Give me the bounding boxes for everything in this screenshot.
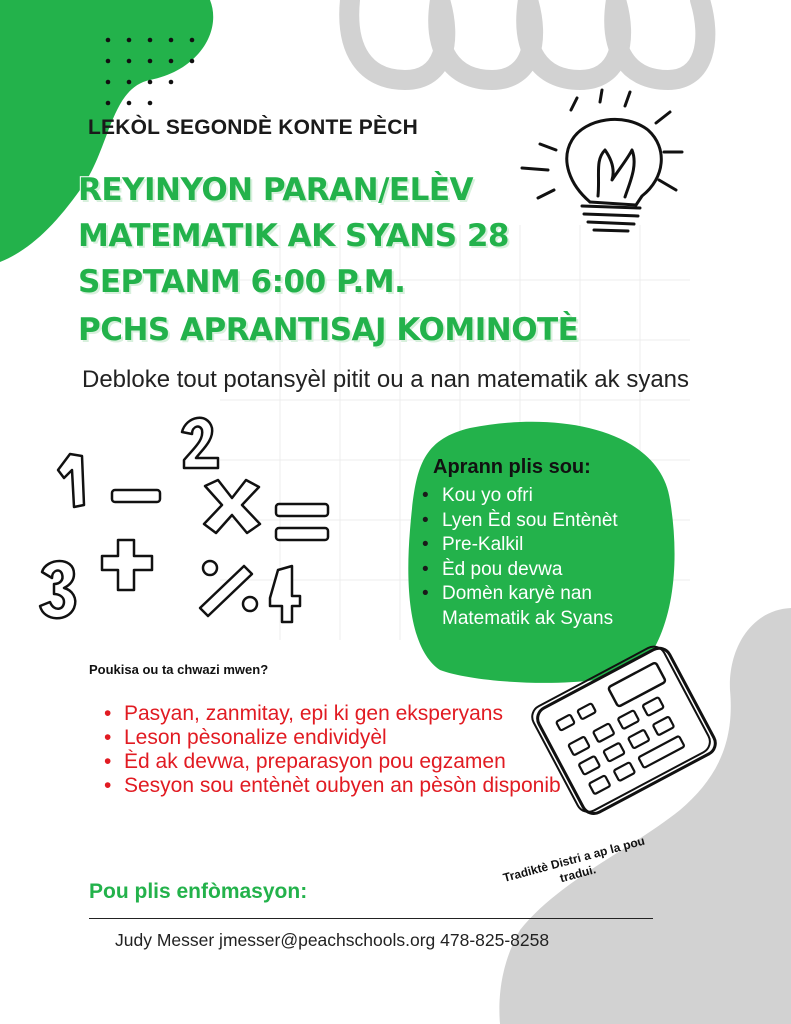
why-choose-item: • Leson pèsonalize endividyèl [104, 726, 584, 750]
learn-more-item: • Domèn karyè nan Matematik ak Syans [420, 582, 657, 631]
more-info-title: Pou plis enfòmasyon: [89, 880, 308, 903]
tagline: Debloke tout potansyèl pitit ou a nan matematik ak syans [82, 366, 690, 393]
learn-more-item: • Pre-Kalkil [420, 533, 657, 558]
why-choose-item: • Sesyon sou entènèt oubyen an pèsòn disponib [104, 774, 564, 798]
why-choose-list [104, 702, 584, 798]
why-choose-item: • Pasyan, zanmitay, epi ki gen eksperyans [104, 702, 584, 726]
headline-line-3: SEPTANM 6:00 P.M. [78, 264, 406, 300]
headline-line-2: MATEMATIK AK SYANS 28 [78, 218, 509, 254]
translation-note: Tradiktè Distri a ap la pou tradui. [501, 833, 647, 886]
learn-more-item: • Èd pou devwa [420, 558, 657, 583]
contact-details: Judy Messer jmesser@peachschools.org 478-825-8258 [115, 930, 550, 950]
headline-line-4: PCHS APRANTISAJ KOMINOTÈ [78, 312, 579, 348]
gray-loops [349, 0, 705, 80]
headline-line-1: REYINYON PARAN/ELÈV [78, 172, 473, 208]
why-choose-title: Poukisa ou ta chwazi mwen? [89, 662, 269, 677]
contact-divider [89, 918, 653, 919]
lightbulb-icon [522, 90, 682, 231]
learn-more-item: • Kou yo ofri [420, 484, 657, 509]
learn-more-item: • Lyen Èd sou Entènèt [420, 509, 657, 534]
why-choose-item: • Èd ak devwa, preparasyon pou egzamen [104, 750, 584, 774]
learn-more-list [420, 484, 657, 631]
learn-more-title: Aprann plis sou: [433, 456, 591, 478]
school-name: LEKÒL SEGONDÈ KONTE PÈCH [88, 116, 418, 139]
